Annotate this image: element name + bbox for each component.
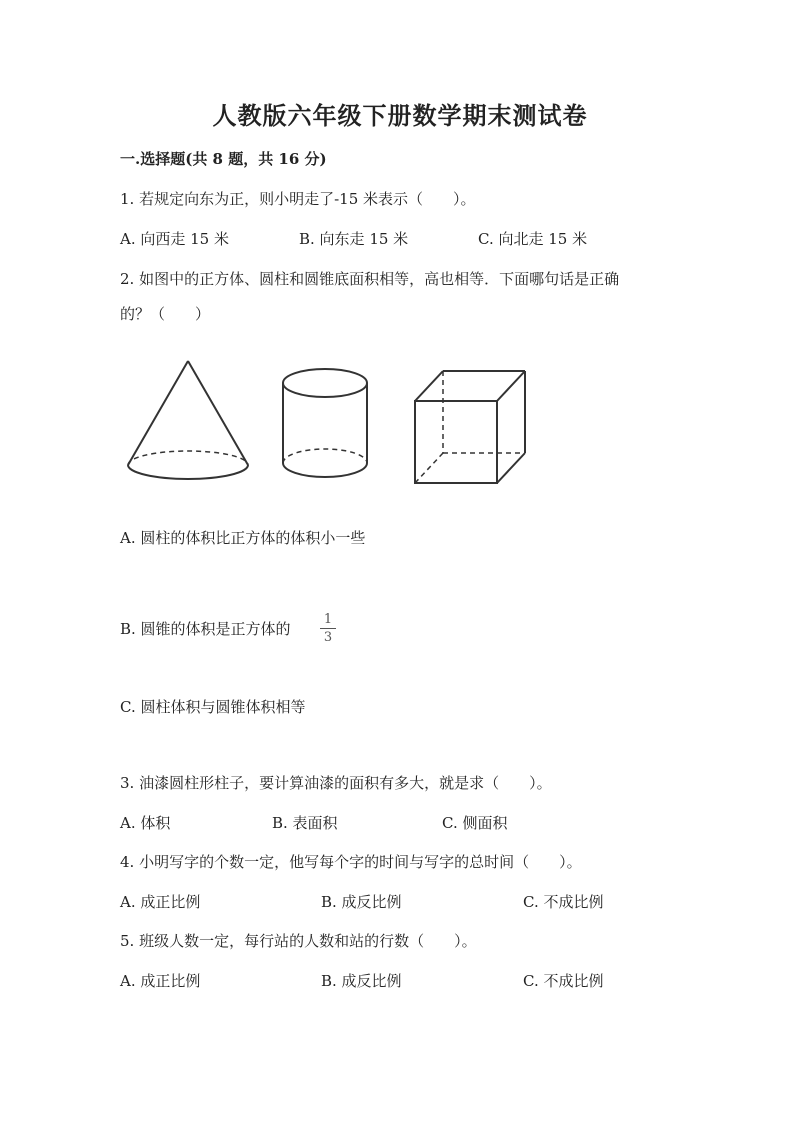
question-2-option-b: B. 圆锥的体积是正方体的 (120, 620, 291, 638)
question-5-option-c: C. 不成比例 (523, 972, 604, 990)
question-1-option-a: A. 向西走 15 米 (120, 230, 229, 248)
question-1-option-c: C. 向北走 15 米 (478, 230, 588, 248)
fraction-numerator: 1 (323, 612, 333, 627)
question-1-option-b: B. 向东走 15 米 (299, 230, 409, 248)
question-3-option-c: C. 侧面积 (442, 814, 508, 832)
question-4-option-c: C. 不成比例 (523, 893, 604, 911)
question-4-option-b: B. 成反比例 (321, 893, 402, 911)
question-2-line-1: 2. 如图中的正方体、圆柱和圆锥底面积相等，高也相等．下面哪句话是正确 (120, 270, 620, 288)
cylinder-figure (283, 369, 367, 477)
question-4: 4. 小明写字的个数一定，他写每个字的时间与写字的总时间（ ）。 (120, 853, 582, 871)
cone-figure (128, 361, 248, 479)
question-4-option-a: A. 成正比例 (120, 893, 201, 911)
question-2-line-2: 的？（ ） (120, 305, 211, 323)
question-5-option-b: B. 成反比例 (321, 972, 402, 990)
fraction-one-third (320, 612, 336, 645)
question-2-option-a: A. 圆柱的体积比正方体的体积小一些 (120, 529, 366, 547)
question-3-option-a: A. 体积 (120, 814, 171, 832)
cube-figure (415, 371, 525, 483)
question-3-option-b: B. 表面积 (272, 814, 338, 832)
question-5: 5. 班级人数一定，每行站的人数和站的行数（ ）。 (120, 932, 477, 950)
fraction-denominator: 3 (323, 630, 333, 645)
question-5-option-a: A. 成正比例 (120, 972, 201, 990)
section-heading: 一.选择题(共 8 题，共 16 分) (120, 150, 327, 168)
question-2-option-c: C. 圆柱体积与圆锥体积相等 (120, 698, 306, 716)
question-3: 3. 油漆圆柱形柱子，要计算油漆的面积有多大，就是求（ ）。 (120, 774, 552, 792)
question-1: 1. 若规定向东为正，则小明走了-15 米表示（ ）。 (120, 190, 476, 208)
page-title: 人教版六年级下册数学期末测试卷 (212, 101, 588, 130)
geometry-figures (120, 355, 540, 490)
